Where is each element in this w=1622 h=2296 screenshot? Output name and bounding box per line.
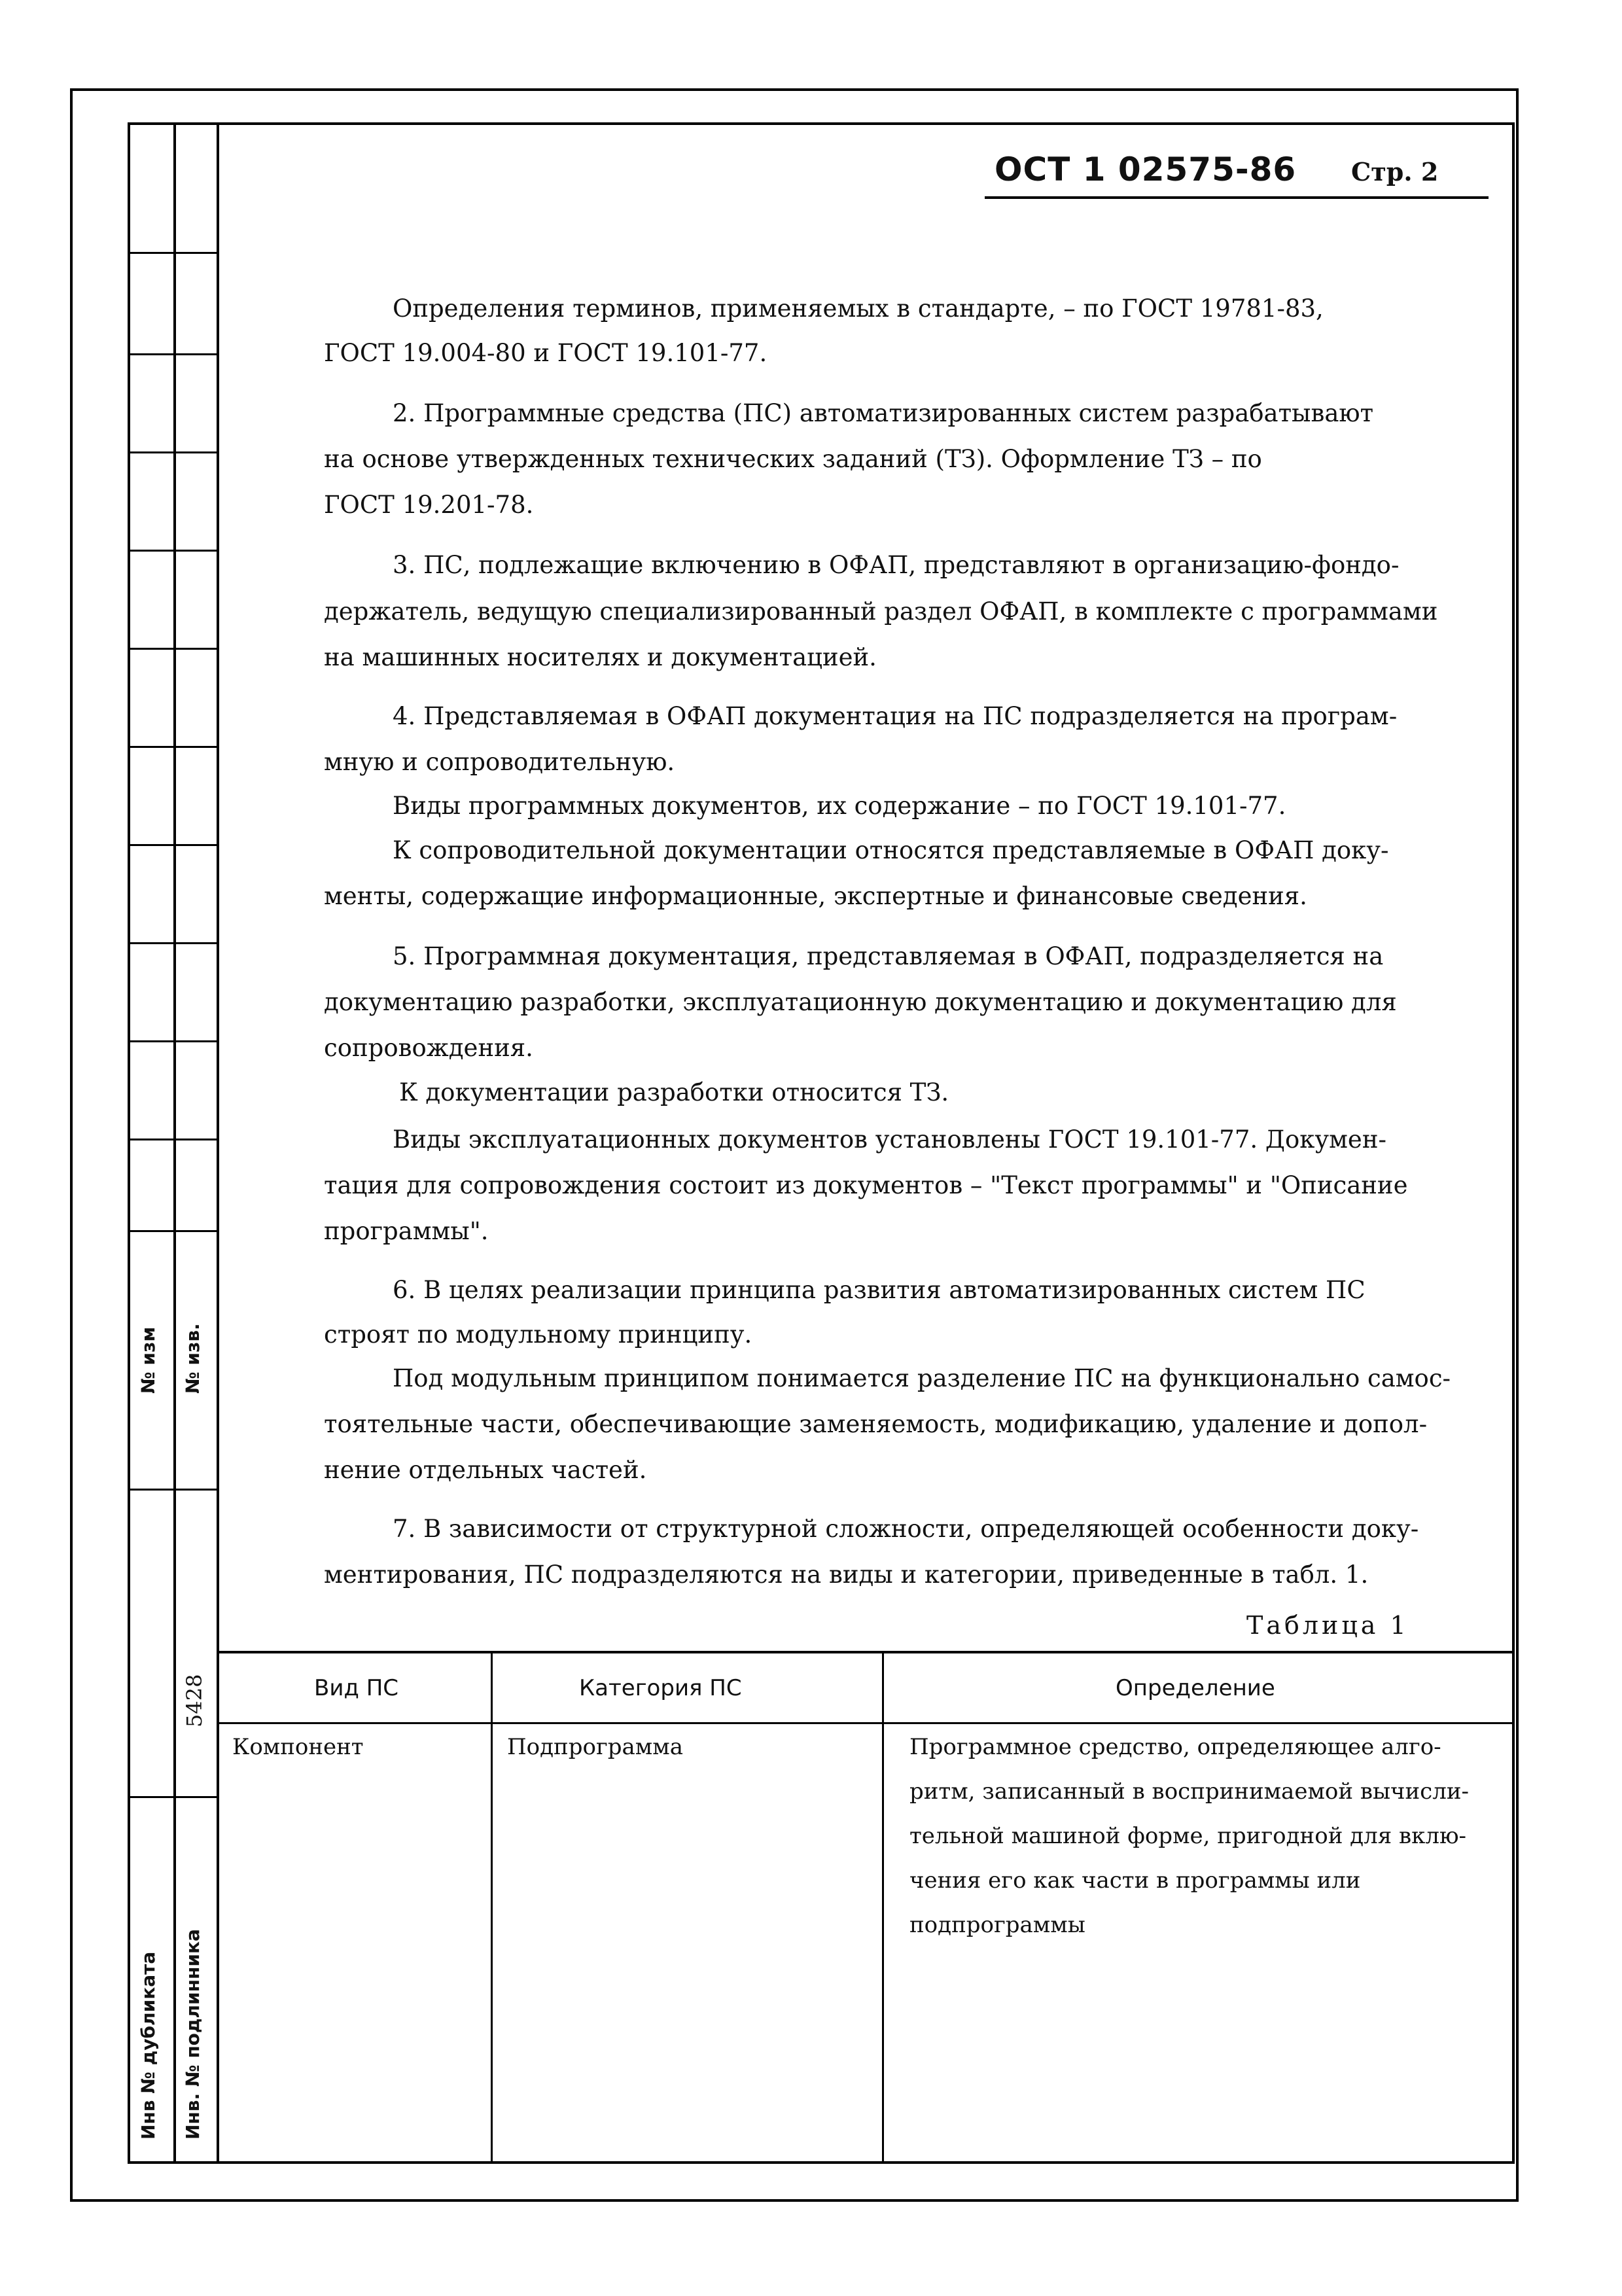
body-line: 2. Программные средства (ПС) автоматизированных систем разрабатывают xyxy=(393,399,1374,427)
body-line: 7. В зависимости от структурной сложности, определяющей особенности доку- xyxy=(393,1515,1419,1543)
stamp-rule xyxy=(128,1230,219,1232)
stamp-rule xyxy=(128,1040,219,1042)
table-col-divider xyxy=(882,1651,884,2164)
notice-number-label: № изв. xyxy=(182,1323,203,1394)
body-line: 3. ПС, подлежащие включению в ОФАП, представляют в организацию-фондо- xyxy=(393,551,1400,579)
table-header-border xyxy=(217,1722,1515,1724)
table-cell-kind: Компонент xyxy=(232,1734,364,1760)
table-top-border xyxy=(217,1651,1515,1653)
stamp-rule xyxy=(128,353,219,355)
body-line: сопровождения. xyxy=(324,1034,533,1062)
stamp-rule xyxy=(128,942,219,944)
stamp-rule xyxy=(128,1796,219,1798)
header-underline xyxy=(985,196,1489,199)
body-line: ГОСТ 19.004-80 и ГОСТ 19.101-77. xyxy=(324,339,767,367)
stamp-rule xyxy=(128,1489,219,1491)
body-line: Под модульным принципом понимается разделение ПС на функционально самос- xyxy=(393,1364,1451,1392)
stamp-rule xyxy=(128,550,219,552)
stamp-divider-1 xyxy=(173,122,176,2164)
stamp-rule xyxy=(128,451,219,453)
table-cell-definition-line: Программное средство, определяющее алго- xyxy=(909,1734,1441,1760)
body-line: на машинных носителях и документацией. xyxy=(324,643,877,671)
stamp-rule xyxy=(128,252,219,254)
table-header-definition: Определение xyxy=(1116,1675,1275,1701)
body-line: Виды эксплуатационных документов установлены ГОСТ 19.101-77. Докумен- xyxy=(393,1125,1386,1154)
original-inventory-label: Инв. № подлинника xyxy=(182,1929,203,2140)
body-line: программы". xyxy=(324,1217,489,1245)
body-line: ГОСТ 19.201-78. xyxy=(324,491,534,519)
body-line: тация для сопровождения состоит из документов – "Текст программы" и "Описание xyxy=(324,1171,1408,1199)
body-line: К сопроводительной документации относятся представляемые в ОФАП доку- xyxy=(393,836,1389,864)
body-line: 6. В целях реализации принципа развития автоматизированных систем ПС xyxy=(393,1276,1366,1304)
stamp-divider-2 xyxy=(217,122,219,2164)
stamp-rule xyxy=(128,746,219,748)
body-line: 4. Представляемая в ОФАП документация на ПС подразделяется на програм- xyxy=(393,702,1398,730)
body-line: Виды программных документов, их содержание – по ГОСТ 19.101-77. xyxy=(393,792,1286,820)
body-line: мную и сопроводительную. xyxy=(324,748,675,776)
body-line: документацию разработки, эксплуатационную документацию и документацию для xyxy=(324,988,1397,1016)
body-line: 5. Программная документация, представляемая в ОФАП, подразделяется на xyxy=(393,942,1384,970)
original-inventory-value: 5428 xyxy=(182,1674,207,1727)
body-line: Определения терминов, применяемых в стандарте, – по ГОСТ 19781-83, xyxy=(393,294,1324,323)
body-line: на основе утвержденных технических заданий (ТЗ). Оформление ТЗ – по xyxy=(324,445,1262,473)
table-col-divider xyxy=(491,1651,493,2164)
table-cell-definition-line: чения его как части в программы или xyxy=(909,1867,1361,1894)
stamp-rule xyxy=(128,844,219,846)
table-cell-definition-line: подпрограммы xyxy=(909,1912,1085,1938)
stamp-rule xyxy=(128,1139,219,1140)
table-cell-definition-line: ритм, записанный в воспринимаемой вычисли- xyxy=(909,1778,1469,1805)
table-caption: Таблица 1 xyxy=(1246,1611,1409,1640)
body-line: нение отдельных частей. xyxy=(324,1456,647,1484)
document-code: ОСТ 1 02575-86 xyxy=(995,150,1297,188)
body-line: строят по модульному принципу. xyxy=(324,1320,752,1349)
table-header-category: Категория ПС xyxy=(579,1675,742,1701)
body-line: К документации разработки относится ТЗ. xyxy=(399,1078,949,1106)
page-number: Стр. 2 xyxy=(1351,157,1439,186)
body-line: ментирования, ПС подразделяются на виды и категории, приведенные в табл. 1. xyxy=(324,1561,1369,1589)
change-number-label: № изм xyxy=(137,1326,159,1394)
table-header-kind: Вид ПС xyxy=(314,1675,399,1701)
duplicate-inventory-label: Инв № дубликата xyxy=(137,1951,159,2140)
table-cell-category: Подпрограмма xyxy=(507,1734,683,1760)
body-line: тоятельные части, обеспечивающие заменяемость, модификацию, удаление и допол- xyxy=(324,1410,1428,1438)
stamp-rule xyxy=(128,648,219,650)
body-line: менты, содержащие информационные, экспертные и финансовые сведения. xyxy=(324,882,1307,910)
body-line: держатель, ведущую специализированный раздел ОФАП, в комплекте с программами xyxy=(324,597,1438,626)
table-cell-definition-line: тельной машиной форме, пригодной для вклю- xyxy=(909,1823,1467,1849)
